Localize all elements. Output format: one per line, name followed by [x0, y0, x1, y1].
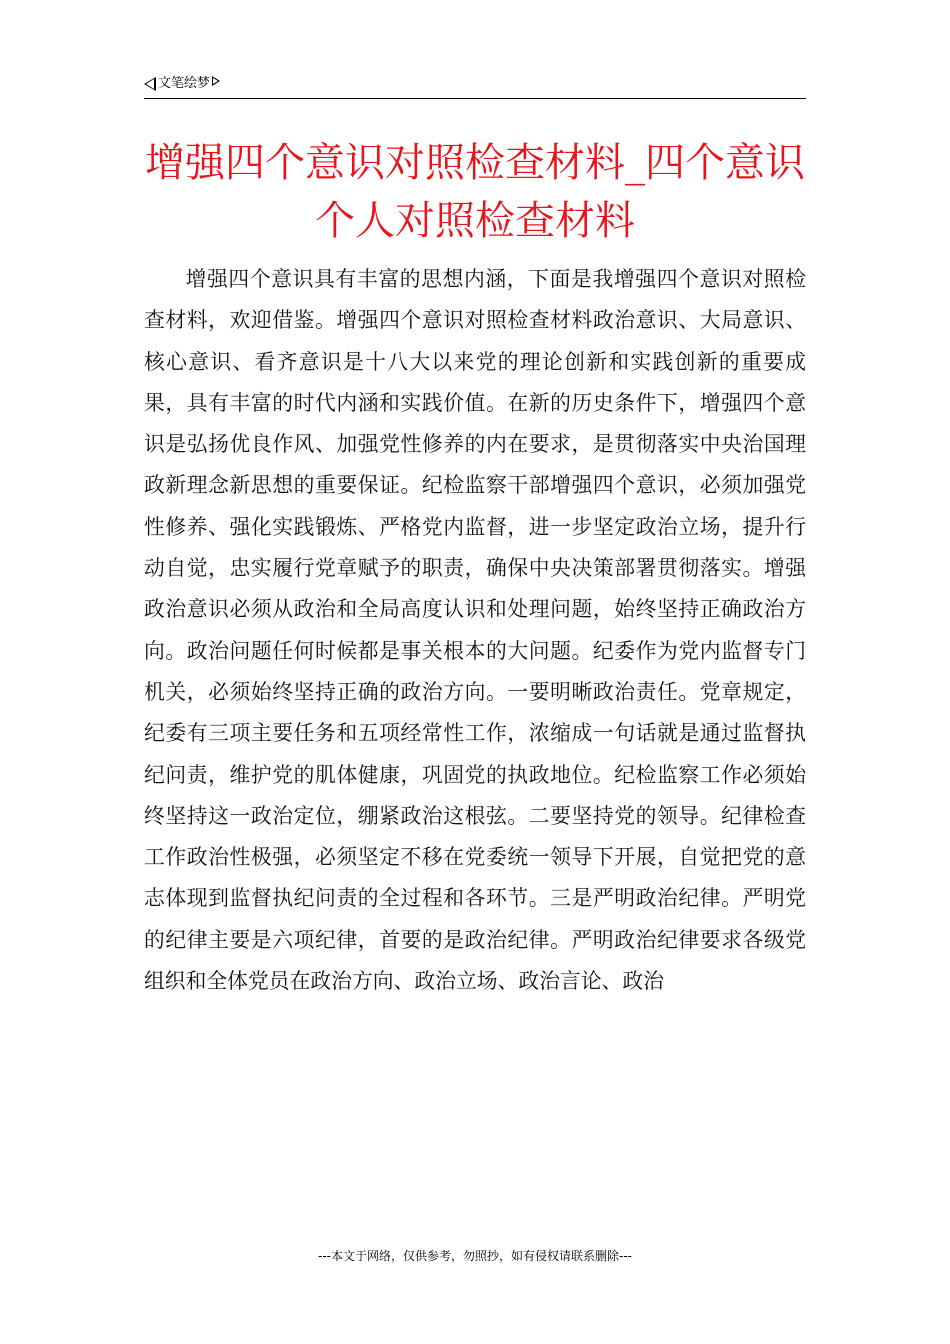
page-header	[144, 74, 806, 99]
brand-logo	[144, 76, 220, 92]
document-body: 增强四个意识具有丰富的思想内涵，下面是我增强四个意识对照检查材料，欢迎借鉴。增强四个意识对照检查材料政治意识、大局意识、核心意识、看齐意识是十八大以来党的理论创新和实践创新的重要成果，具有丰富的时代内涵和实践价值。在新的历史条件下，增强四个意识是弘扬优良作风、加强党性修养的内在要求，是贯彻落实中央治国理政新理念新思想的重要保证。纪检监察干部增强四个意识，必须加强党性修养、强化实践锻炼、严格党内监督，进一步坚定政治立场，提升行动自觉，忠实履行党章赋予的职责，确保中央决策部署贯彻落实。增强政治意识必须从政治和全局高度认识和处理问题，始终坚持正确政治方向。政治问题任何时候都是事关根本的大问题。纪委作为党内监督专门机关，必须始终坚持正确的政治方向。一要明晰政治责任。党章规定，纪委有三项主要任务和五项经常性工作，浓缩成一句话就是通过监督执纪问责，维护党的肌体健康，巩固党的执政地位。纪检监察工作必须始终坚持这一政治定位，绷紧政治这根弦。二要坚持党的领导。纪律检查工作政治性极强，必须坚定不移在党委统一领导下开展，自觉把党的意志体现到监督执纪问责的全过程和各环节。三是严明政治纪律。严明党的纪律主要是六项纪律，首要的是政治纪律。严明政治纪律要求各级党组织和全体党员在政治方向、政治立场、政治言论、政治	[144, 267, 806, 994]
triangle-right-icon	[212, 76, 220, 86]
document-title: 增强四个意识对照检查材料_四个意识个人对照检查材料	[145, 140, 805, 244]
brand-name: 文笔绘梦	[158, 76, 211, 91]
triangle-left-icon	[144, 77, 156, 91]
page-footer: ---本文于网络，仅供参考，勿照抄，如有侵权请联系删除---	[318, 1249, 632, 1263]
